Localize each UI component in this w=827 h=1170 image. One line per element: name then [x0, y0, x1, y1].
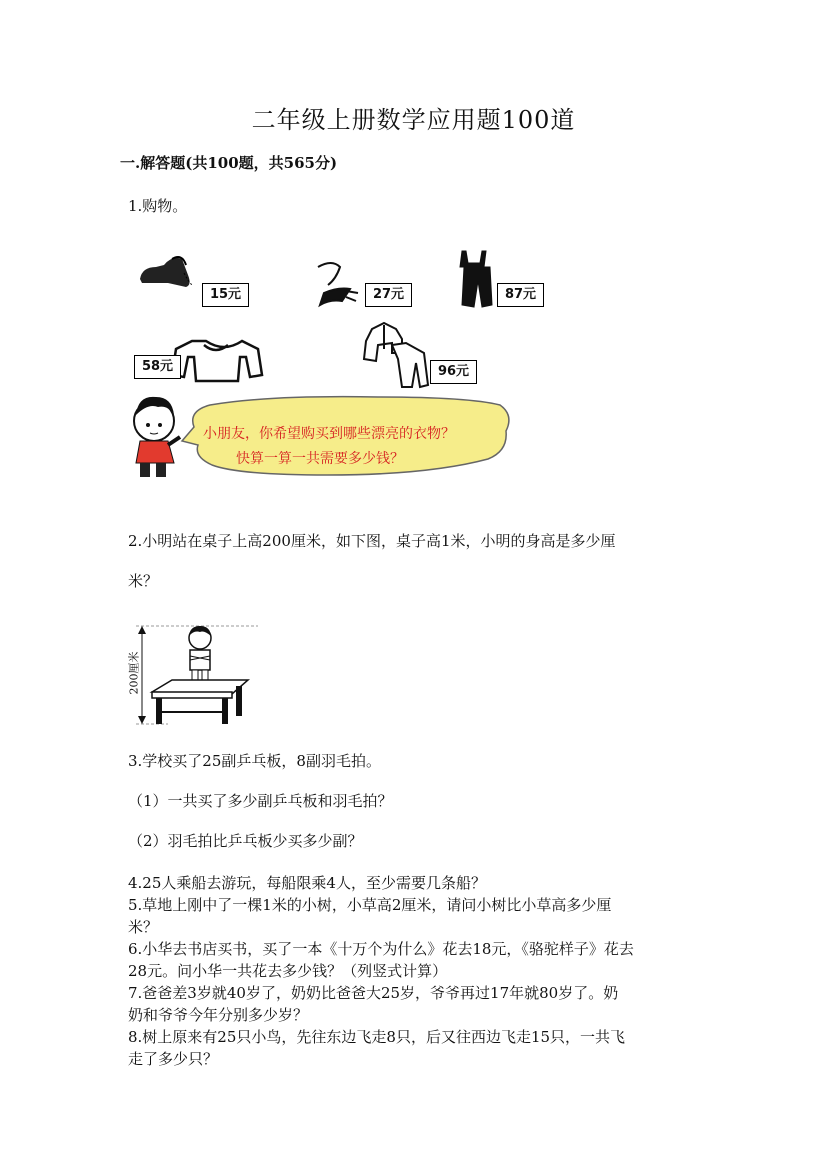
question-5-line-1: 5.草地上刚中了一棵1米的小树，小草高2厘米，请问小树比小草高多少厘 [128, 896, 612, 914]
price-tag-hat: 15元 [202, 283, 249, 307]
boy-icon [134, 397, 180, 477]
figure-height-label: 200厘米 [127, 651, 141, 695]
question-7-line-2: 奶和爷爷今年分别多少岁？ [128, 1006, 309, 1024]
question-2-line-1: 2.小明站在桌子上高200厘米，如下图，桌子高1米，小明的身高是多少厘 [128, 532, 616, 550]
question-8-line-1: 8.树上原来有25只小鸟，先往东边飞走8只，后又往西边飞走15只，一共飞 [128, 1028, 626, 1046]
question-6-line-1: 6.小华去书店买书，买了一本《十万个为什么》花去18元，《骆驼样子》花去 [128, 940, 634, 958]
suit-icon [364, 323, 428, 387]
scarf-icon [318, 263, 358, 305]
bubble-line-2: 快算一算一共需要多少钱？ [236, 451, 404, 467]
question-1-label: 1.购物。 [128, 197, 188, 215]
boy-on-table-figure [128, 622, 258, 732]
question-6-line-2: 28元。问小华一共花去多少钱？（列竖式计算） [128, 962, 448, 980]
question-5-line-2: 米？ [128, 918, 159, 936]
overalls-icon [460, 251, 492, 307]
hat-icon [140, 257, 192, 287]
question-3-line-1: 3.学校买了25副乒乓板，8副羽毛拍。 [128, 752, 381, 770]
question-7-line-1: 7.爸爸差3岁就40岁了，奶奶比爸爸大25岁，爷爷再过17年就80岁了。奶 [128, 984, 619, 1002]
question-4: 4.25人乘船去游玩，每船限乘4人，至少需要几条船？ [128, 874, 486, 892]
price-tag-sweater: 58元 [134, 355, 181, 379]
question-8-line-2: 走了多少只？ [128, 1050, 219, 1068]
section-heading: 一.解答题(共100题，共565分) [120, 154, 338, 172]
sweater-icon [172, 341, 262, 381]
question-3-sub-1: （1）一共买了多少副乒乓板和羽毛拍？ [128, 792, 393, 810]
bubble-line-1: 小朋友，你希望购买到哪些漂亮的衣物？ [203, 426, 455, 442]
price-tag-suit: 96元 [430, 360, 477, 384]
page-title: 二年级上册数学应用题100道 [251, 106, 576, 134]
price-tag-scarf: 27元 [365, 283, 412, 307]
question-3-sub-2: （2）羽毛拍比乒乓板少买多少副？ [128, 832, 363, 850]
question-2-line-2: 米？ [128, 572, 159, 590]
price-tag-overalls: 87元 [497, 283, 544, 307]
